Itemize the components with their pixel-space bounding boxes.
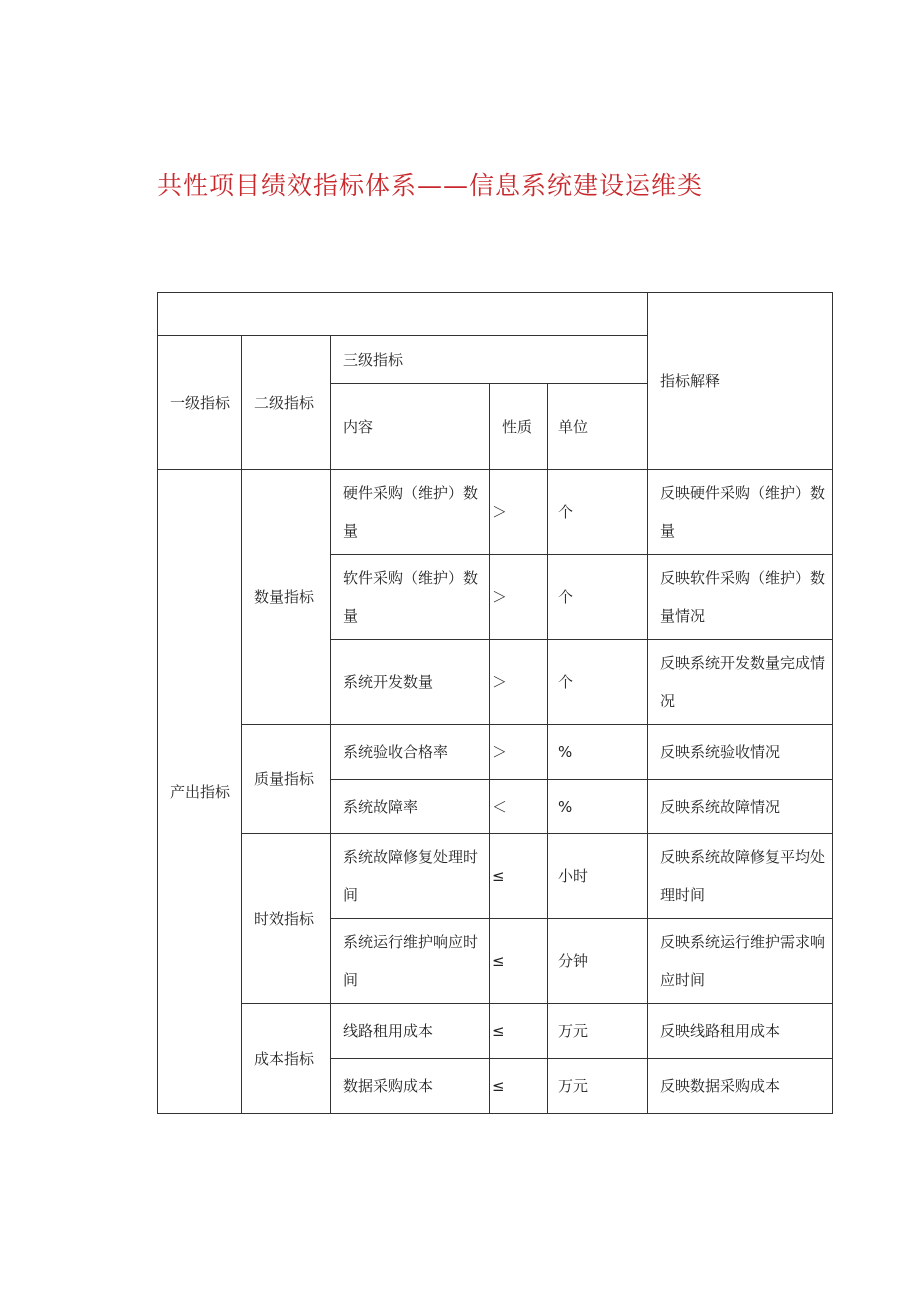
unit-cell: 分钟 [548,919,648,1004]
explanation-cell: 反映软件采购（维护）数量情况 [648,555,833,640]
content-cell: 软件采购（维护）数量 [331,555,490,640]
unit-cell: 个 [548,640,648,725]
content-cell: 数据采购成本 [331,1059,490,1114]
unit-cell: 个 [548,555,648,640]
explanation-cell: 反映系统验收情况 [648,725,833,780]
unit-cell: % [548,725,648,780]
indicator-table [157,292,833,1114]
content-cell: 系统运行维护响应时间 [331,919,490,1004]
unit-cell: 小时 [548,834,648,919]
group-label-cell: 数量指标 [242,470,331,725]
content-header: 内容 [331,384,490,470]
level3-header: 三级指标 [331,336,648,384]
group-label-cell: 时效指标 [242,834,331,1004]
unit-cell: 万元 [548,1004,648,1059]
nature-cell: ＞ [490,640,548,725]
group-label-cell: 质量指标 [242,725,331,834]
nature-cell: ≤ [490,919,548,1004]
blank-header-cell [158,293,648,336]
nature-cell: ＞ [490,555,548,640]
explanation-cell: 反映系统故障修复平均处理时间 [648,834,833,919]
explanation-cell: 反映线路租用成本 [648,1004,833,1059]
nature-cell: ＜ [490,780,548,834]
nature-cell: ≤ [490,834,548,919]
content-cell: 线路租用成本 [331,1004,490,1059]
content-cell: 系统开发数量 [331,640,490,725]
table-row [158,834,833,919]
level1-header: 一级指标 [158,336,242,470]
level1-cell: 产出指标 [158,470,242,1114]
nature-cell: ≤ [490,1004,548,1059]
content-cell: 系统故障修复处理时间 [331,834,490,919]
explanation-cell: 反映系统开发数量完成情况 [648,640,833,725]
unit-header: 单位 [548,384,648,470]
nature-cell: ≤ [490,1059,548,1114]
page-title: 共性项目绩效指标体系——信息系统建设运维类 [157,171,704,200]
content-cell: 系统验收合格率 [331,725,490,780]
nature-cell: ＞ [490,725,548,780]
group-label-cell: 成本指标 [242,1004,331,1114]
explanation-cell: 反映系统故障情况 [648,780,833,834]
explanation-cell: 反映系统运行维护需求响应时间 [648,919,833,1004]
unit-cell: 个 [548,470,648,555]
table-row [158,470,833,555]
explanation-cell: 反映硬件采购（维护）数量 [648,470,833,555]
content-cell: 系统故障率 [331,780,490,834]
nature-cell: ＞ [490,470,548,555]
explanation-header: 指标解释 [648,293,833,470]
unit-cell: 万元 [548,1059,648,1114]
content-cell: 硬件采购（维护）数量 [331,470,490,555]
table-row [158,725,833,780]
nature-header: 性质 [490,384,548,470]
table-row [158,1004,833,1059]
explanation-cell: 反映数据采购成本 [648,1059,833,1114]
level2-header: 二级指标 [242,336,331,470]
unit-cell: % [548,780,648,834]
